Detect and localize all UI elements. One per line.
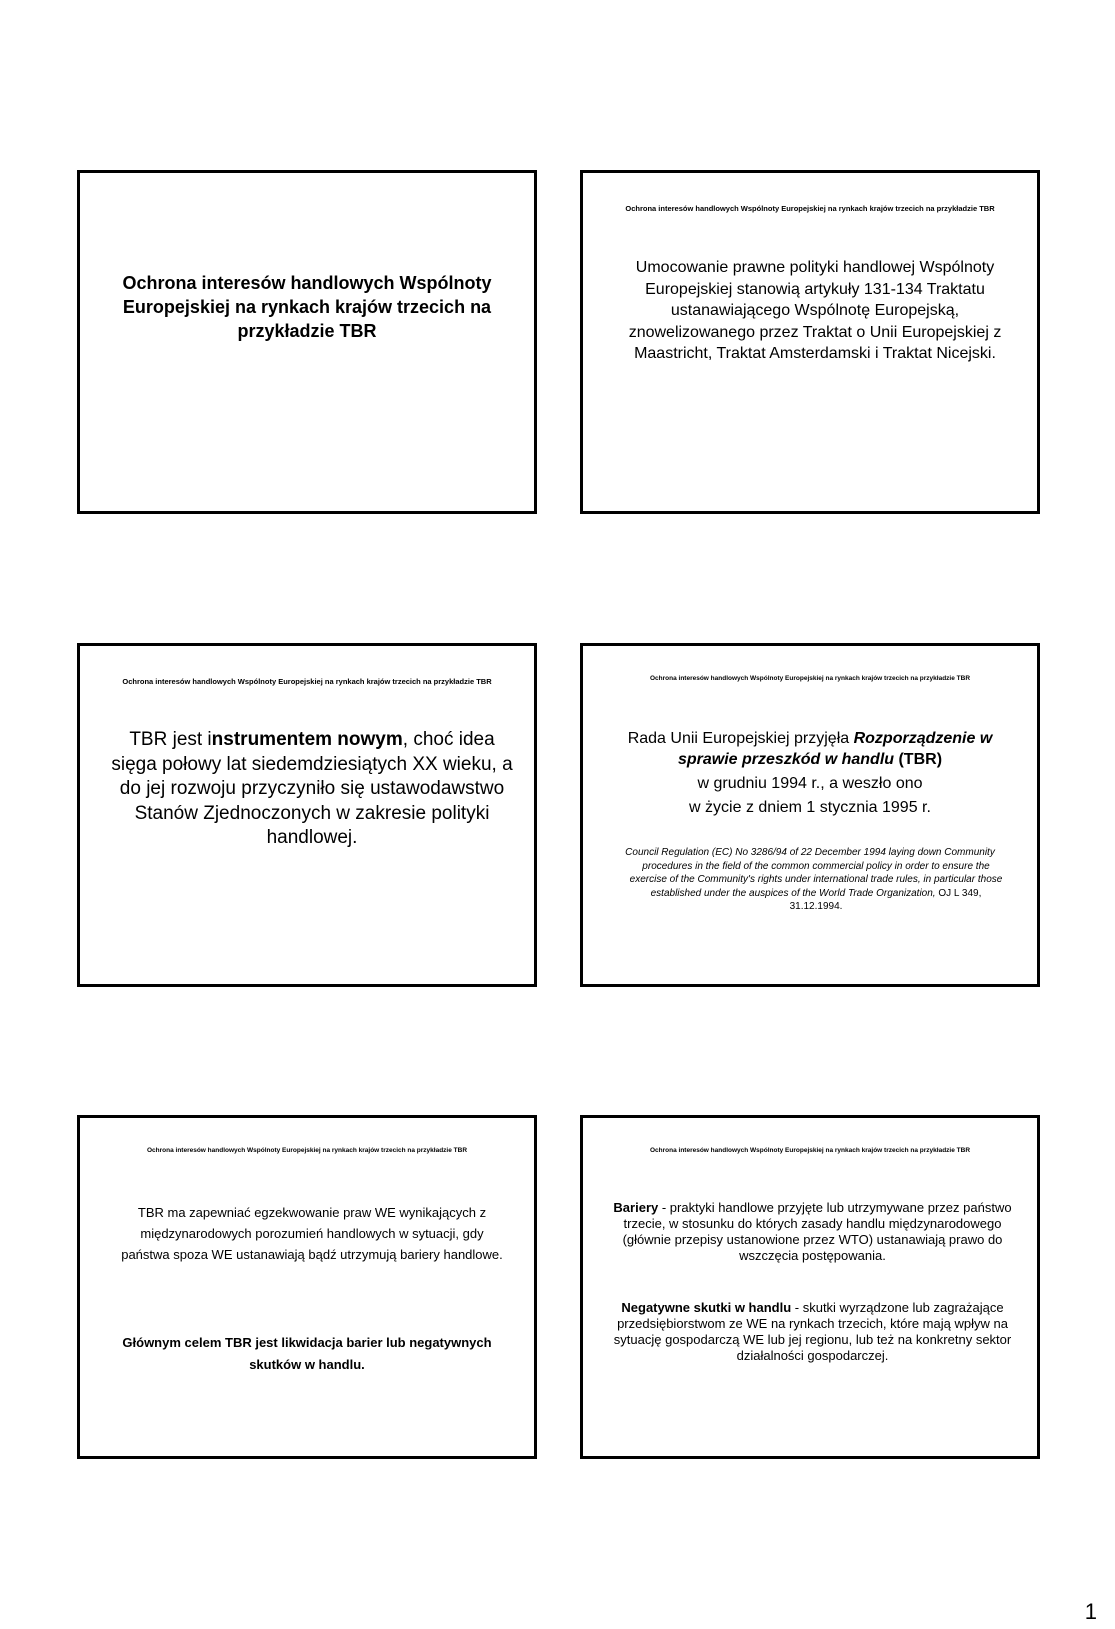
body-text: TBR jest i <box>129 729 212 750</box>
body-text: , choć idea sięga połowy lat siedemdziesiątych XX wieku, a do jej rozwoju przyczyniło się ustawodawstwo Stanów Zjednoczonych w zakresie polityki handlowej. <box>111 729 513 848</box>
slide-5 <box>77 1115 537 1459</box>
definition-term: Negatywne skutki w handlu <box>621 1300 792 1315</box>
slide-body <box>110 728 514 851</box>
regulation-title: Rozporządzenie w sprawie przeszkód w handlu <box>677 730 993 768</box>
slide-title: Ochrona interesów handlowych Wspólnoty Europejskiej na rynkach krajów trzecich na przykładzie TBR <box>122 273 492 341</box>
definition-text: - praktyki handlowe przyjęte lub utrzymywane przez państwo trzecie, w stosunku do których zasady handlu międzynarodowego (głównie przepisy ustanowione przez WTO) ustanawiają prawo do wszczęcia postępowania. <box>622 1200 1012 1263</box>
footnote-text: Council Regulation (EC) No 3286/94 of 22 December 1994 laying down Community procedures in the field of the common commercial policy in order to ensure the exercise of the Community's rights under international trade rules, in particular those established under the auspices of the World Trade Organization, <box>625 847 1003 899</box>
slide-body: Umocowanie prawne polityki handlowej Wspólnoty Europejskiej stanowią artykuły 131-134 Traktatu ustanawiającego Wspólnotę Europejską, znowelizowanego przez Traktat o Unii Europejskiej z Maastricht, Traktat Amsterdamski i Traktat Nicejski. <box>628 259 1002 362</box>
slide-body <box>608 728 1012 821</box>
slide-header: Ochrona interesów handlowych Wspólnoty Europejskiej na rynkach krajów trzecich na przykładzie TBR <box>649 675 971 682</box>
body-line: w grudniu 1994 r., a weszło ono <box>697 775 923 792</box>
slide-header: Ochrona interesów handlowych Wspólnoty Europejskiej na rynkach krajów trzecich na przykładzie TBR <box>146 1147 468 1154</box>
definition-term: Bariery <box>613 1200 659 1215</box>
slide-body: TBR ma zapewniać egzekwowanie praw WE wynikających z międzynarodowych porozumień handlowych w sytuacji, gdy państwa spoza WE ustanawiają bądź utrzymują bariery handlowe. <box>121 1205 503 1262</box>
slide-header: Ochrona interesów handlowych Wspólnoty Europejskiej na rynkach krajów trzecich na przykładzie TBR <box>122 677 492 686</box>
definition-barriers <box>608 1200 1017 1264</box>
slide-2 <box>580 170 1040 514</box>
slide-4 <box>580 643 1040 987</box>
slide-1 <box>77 170 537 514</box>
body-paragraph <box>608 728 1012 770</box>
footnote <box>613 846 1007 914</box>
slide-6 <box>580 1115 1040 1459</box>
page-number: 1 <box>1084 1599 1097 1624</box>
body-line: w życie z dniem 1 stycznia 1995 r. <box>689 799 931 816</box>
definition-negative-effects <box>608 1300 1017 1364</box>
body-emphasis: nstrumentem nowym <box>211 729 403 750</box>
slide-header: Ochrona interesów handlowych Wspólnoty Europejskiej na rynkach krajów trzecich na przykładzie TBR <box>625 204 995 213</box>
slide-goal: Głównym celem TBR jest likwidacja barier lub negatywnych skutków w handlu. <box>122 1335 492 1372</box>
slide-3 <box>77 643 537 987</box>
footnote-ref: OJ L 349, 31.12.1994. <box>789 887 982 912</box>
slide-header: Ochrona interesów handlowych Wspólnoty Europejskiej na rynkach krajów trzecich na przykładzie TBR <box>649 1147 971 1154</box>
regulation-abbr: (TBR) <box>894 751 943 768</box>
body-text: Rada Unii Europejskiej przyjęła <box>627 730 854 747</box>
definition-text: - skutki wyrządzone lub zagrażające przedsiębiorstwom ze WE na rynkach trzecich, które mają wpływ na sytuację gospodarczą WE lub jej regionu, lub też na konkretny sektor działalności gospodarczej. <box>613 1300 1012 1363</box>
